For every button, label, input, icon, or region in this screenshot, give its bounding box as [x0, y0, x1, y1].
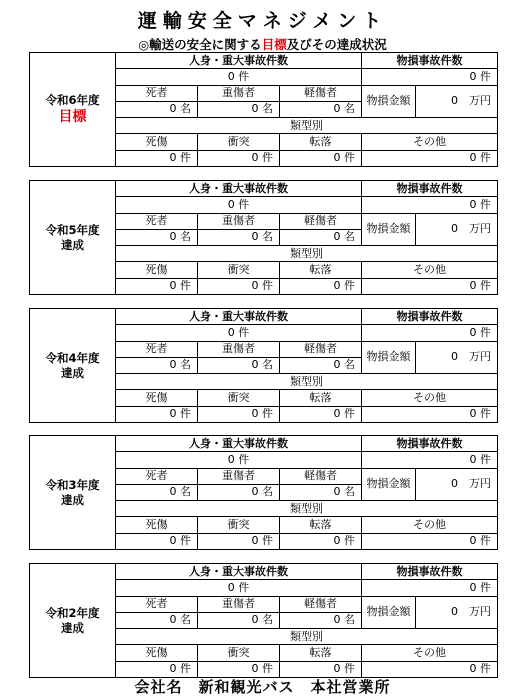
deaths-header: 死者	[116, 213, 198, 229]
year-cell	[30, 309, 116, 423]
fall-value: 0 件	[280, 278, 362, 294]
serious-injury-value: 0 名	[198, 484, 280, 500]
other-value: 0 件	[362, 406, 498, 422]
collision-value: 0 件	[198, 150, 280, 166]
collision-header: 衝突	[198, 134, 280, 150]
subtitle-prefix: ◎輸送の安全に関する	[138, 37, 262, 52]
casualty-header: 死傷	[116, 390, 198, 406]
year-cell	[30, 564, 116, 678]
personal-accident-header: 人身・重大事故件数	[116, 564, 362, 580]
property-amount-header: 物損金額	[362, 213, 416, 246]
other-header: その他	[362, 645, 498, 661]
year-status: 達成	[61, 620, 84, 635]
deaths-value: 0 名	[116, 357, 198, 373]
property-accident-total: 0 件	[362, 580, 498, 596]
year-table	[29, 435, 498, 550]
light-injury-value: 0 名	[280, 612, 362, 628]
type-header: 類型別	[116, 118, 498, 134]
year-status: 達成	[61, 237, 84, 252]
serious-injury-header: 重傷者	[198, 85, 280, 101]
light-injury-value: 0 名	[280, 101, 362, 117]
property-amount-value	[416, 213, 498, 246]
property-amount-value	[416, 596, 498, 629]
property-amount-unit: 万円	[469, 605, 492, 619]
casualty-value: 0 件	[116, 278, 198, 294]
fall-value: 0 件	[280, 406, 362, 422]
collision-value: 0 件	[198, 661, 280, 677]
property-accident-total: 0 件	[362, 69, 498, 85]
property-accident-total: 0 件	[362, 452, 498, 468]
fall-header: 転落	[280, 645, 362, 661]
deaths-value: 0 名	[116, 484, 198, 500]
casualty-value: 0 件	[116, 150, 198, 166]
subtitle-suffix: 及びその達成状況	[286, 37, 387, 52]
property-amount-number: 0	[451, 94, 459, 108]
serious-injury-header: 重傷者	[198, 468, 280, 484]
year-label: 令和4年度	[45, 350, 100, 365]
fall-value: 0 件	[280, 150, 362, 166]
serious-injury-header: 重傷者	[198, 596, 280, 612]
casualty-header: 死傷	[116, 645, 198, 661]
year-cell	[30, 436, 116, 550]
serious-injury-header: 重傷者	[198, 341, 280, 357]
property-amount-header: 物損金額	[362, 341, 416, 374]
other-value: 0 件	[362, 661, 498, 677]
other-header: その他	[362, 517, 498, 533]
year-table	[29, 52, 498, 167]
other-header: その他	[362, 390, 498, 406]
light-injury-value: 0 名	[280, 357, 362, 373]
serious-injury-value: 0 名	[198, 101, 280, 117]
collision-value: 0 件	[198, 533, 280, 549]
serious-injury-value: 0 名	[198, 612, 280, 628]
other-value: 0 件	[362, 150, 498, 166]
type-header: 類型別	[116, 246, 498, 262]
year-status: 目標	[58, 109, 87, 125]
year-cell	[30, 53, 116, 167]
property-amount-value	[416, 85, 498, 118]
property-accident-total: 0 件	[362, 325, 498, 341]
property-amount-unit: 万円	[469, 477, 492, 491]
property-accident-header: 物損事故件数	[362, 436, 498, 452]
deaths-value: 0 名	[116, 612, 198, 628]
personal-accident-total: 0 件	[116, 197, 362, 213]
year-table	[29, 563, 498, 678]
property-accident-header: 物損事故件数	[362, 564, 498, 580]
other-header: その他	[362, 134, 498, 150]
personal-accident-total: 0 件	[116, 452, 362, 468]
personal-accident-header: 人身・重大事故件数	[116, 53, 362, 69]
personal-accident-header: 人身・重大事故件数	[116, 309, 362, 325]
casualty-header: 死傷	[116, 517, 198, 533]
fall-header: 転落	[280, 134, 362, 150]
light-injury-header: 軽傷者	[280, 85, 362, 101]
deaths-value: 0 名	[116, 101, 198, 117]
other-value: 0 件	[362, 533, 498, 549]
property-amount-value	[416, 341, 498, 374]
property-accident-header: 物損事故件数	[362, 181, 498, 197]
collision-header: 衝突	[198, 262, 280, 278]
property-amount-unit: 万円	[469, 350, 492, 364]
property-amount-number: 0	[451, 605, 459, 619]
light-injury-header: 軽傷者	[280, 468, 362, 484]
collision-header: 衝突	[198, 517, 280, 533]
deaths-header: 死者	[116, 85, 198, 101]
year-cell	[30, 181, 116, 295]
type-header: 類型別	[116, 501, 498, 517]
property-accident-header: 物損事故件数	[362, 309, 498, 325]
collision-header: 衝突	[198, 645, 280, 661]
year-status: 達成	[61, 365, 84, 380]
collision-value: 0 件	[198, 406, 280, 422]
personal-accident-total: 0 件	[116, 69, 362, 85]
serious-injury-header: 重傷者	[198, 213, 280, 229]
serious-injury-value: 0 名	[198, 229, 280, 245]
casualty-value: 0 件	[116, 406, 198, 422]
year-label: 令和3年度	[45, 477, 100, 492]
property-amount-number: 0	[451, 477, 459, 491]
type-header: 類型別	[116, 629, 498, 645]
light-injury-value: 0 名	[280, 229, 362, 245]
deaths-header: 死者	[116, 596, 198, 612]
property-amount-value	[416, 468, 498, 501]
light-injury-header: 軽傷者	[280, 341, 362, 357]
subtitle-highlight: 目標	[261, 37, 287, 52]
year-label: 令和6年度	[45, 93, 100, 107]
personal-accident-total: 0 件	[116, 580, 362, 596]
year-status: 達成	[61, 492, 84, 507]
casualty-value: 0 件	[116, 661, 198, 677]
serious-injury-value: 0 名	[198, 357, 280, 373]
property-amount-number: 0	[451, 350, 459, 364]
fall-header: 転落	[280, 517, 362, 533]
casualty-header: 死傷	[116, 134, 198, 150]
other-value: 0 件	[362, 278, 498, 294]
property-amount-header: 物損金額	[362, 468, 416, 501]
property-amount-header: 物損金額	[362, 85, 416, 118]
property-amount-header: 物損金額	[362, 596, 416, 629]
year-label: 令和5年度	[45, 222, 100, 237]
light-injury-header: 軽傷者	[280, 596, 362, 612]
casualty-value: 0 件	[116, 533, 198, 549]
company-name: 会社名 新和観光バス 本社営業所	[134, 678, 391, 696]
collision-value: 0 件	[198, 278, 280, 294]
deaths-value: 0 名	[116, 229, 198, 245]
fall-header: 転落	[280, 262, 362, 278]
property-amount-unit: 万円	[469, 222, 492, 236]
page-title: 運輸安全マネジメント	[137, 10, 388, 32]
page-subtitle	[0, 35, 525, 53]
fall-value: 0 件	[280, 533, 362, 549]
light-injury-value: 0 名	[280, 484, 362, 500]
year-table	[29, 180, 498, 295]
collision-header: 衝突	[198, 390, 280, 406]
deaths-header: 死者	[116, 468, 198, 484]
casualty-header: 死傷	[116, 262, 198, 278]
fall-header: 転落	[280, 390, 362, 406]
personal-accident-header: 人身・重大事故件数	[116, 181, 362, 197]
deaths-header: 死者	[116, 341, 198, 357]
property-accident-total: 0 件	[362, 197, 498, 213]
fall-value: 0 件	[280, 661, 362, 677]
year-table	[29, 308, 498, 423]
year-label: 令和2年度	[45, 605, 100, 620]
light-injury-header: 軽傷者	[280, 213, 362, 229]
property-amount-unit: 万円	[469, 94, 492, 108]
other-header: その他	[362, 262, 498, 278]
type-header: 類型別	[116, 374, 498, 390]
personal-accident-header: 人身・重大事故件数	[116, 436, 362, 452]
property-accident-header: 物損事故件数	[362, 53, 498, 69]
personal-accident-total: 0 件	[116, 325, 362, 341]
property-amount-number: 0	[451, 222, 459, 236]
